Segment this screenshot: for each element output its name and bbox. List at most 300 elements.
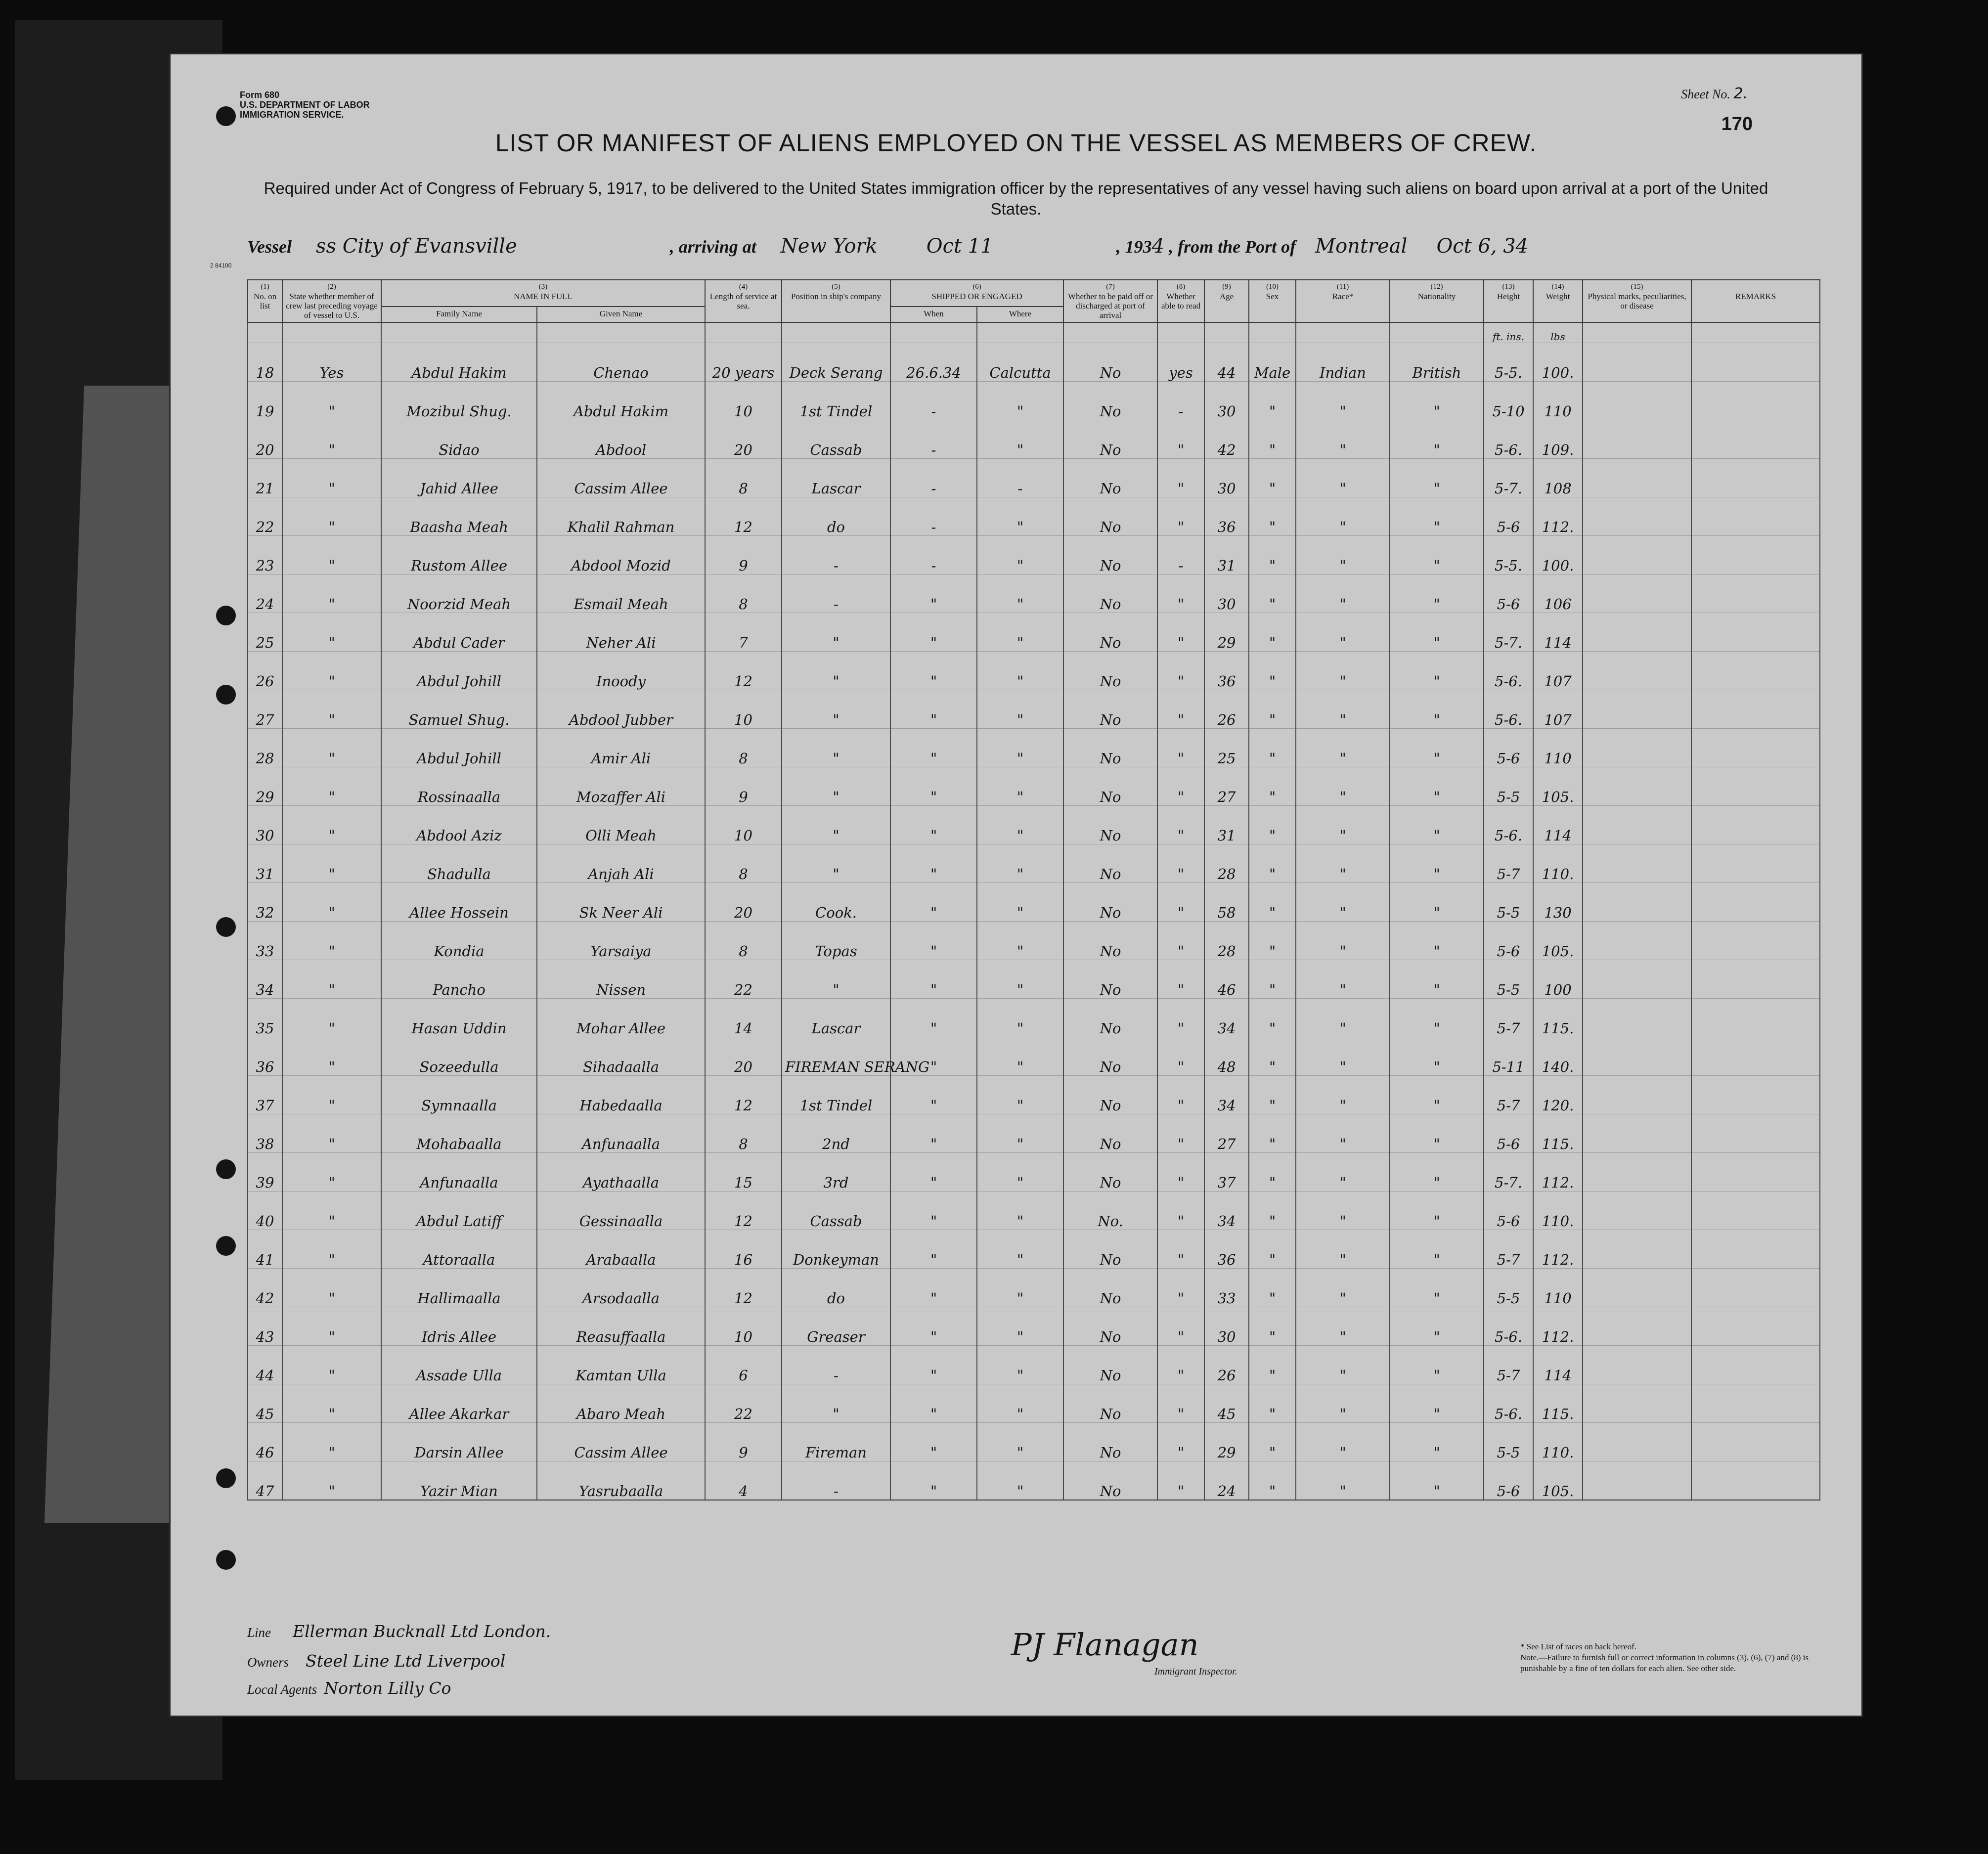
cell-able-to-read: "	[1157, 1346, 1204, 1384]
table-row	[248, 497, 1820, 536]
cell-shipped-where: "	[977, 1153, 1063, 1192]
cell-sex: "	[1249, 1114, 1296, 1153]
cell-position: "	[782, 652, 890, 690]
cell-row-number: 44	[248, 1346, 282, 1384]
cell-height: 5-6	[1484, 574, 1533, 613]
cell-nationality: British	[1390, 343, 1484, 382]
table-row	[248, 1114, 1820, 1153]
cell-length-of-service: 12	[705, 1269, 782, 1307]
col-header-family-name: Family Name	[381, 307, 537, 322]
cell-paid-off: No	[1063, 806, 1157, 844]
cell-height: 5-7	[1484, 1076, 1533, 1114]
from-port-label: , from the Port of	[1169, 237, 1296, 257]
cell-length-of-service: 8	[705, 922, 782, 960]
cell-position: Deck Serang	[782, 343, 890, 382]
cell-age: 34	[1204, 999, 1249, 1037]
cell-sex: Male	[1249, 343, 1296, 382]
cell-paid-off: No	[1063, 999, 1157, 1037]
cell-length-of-service: 8	[705, 459, 782, 497]
cell-able-to-read: "	[1157, 420, 1204, 459]
cell-height: 5-7	[1484, 844, 1533, 883]
cell-able-to-read: "	[1157, 729, 1204, 767]
cell-nationality: "	[1390, 1076, 1484, 1114]
cell-paid-off: No	[1063, 844, 1157, 883]
cell-given-name: Abaro Meah	[537, 1384, 705, 1423]
owners-value: Steel Line Ltd Liverpool	[306, 1651, 506, 1671]
cell-given-name: Yasrubaalla	[537, 1461, 705, 1501]
cell-prev-voyage: "	[282, 690, 381, 729]
cell-prev-voyage: "	[282, 1153, 381, 1192]
cell-given-name: Kamtan Ulla	[537, 1346, 705, 1384]
cell-weight: 110	[1533, 1269, 1583, 1307]
cell-given-name: Cassim Allee	[537, 1423, 705, 1461]
cell-family-name: Pancho	[381, 960, 537, 999]
cell-sex: "	[1249, 613, 1296, 652]
cell-length-of-service: 8	[705, 844, 782, 883]
cell-remarks	[1691, 883, 1820, 922]
table-row	[248, 960, 1820, 999]
cell-shipped-where: "	[977, 883, 1063, 922]
col-header-service: (4) Length of service at sea.	[705, 280, 782, 322]
race-note: * See List of races on back hereof.	[1520, 1642, 1637, 1651]
cell-able-to-read: "	[1157, 1037, 1204, 1076]
cell-race: "	[1296, 1269, 1390, 1307]
cell-height: 5-6	[1484, 1192, 1533, 1230]
cell-family-name: Darsin Allee	[381, 1423, 537, 1461]
table-row	[248, 343, 1820, 382]
cell-physical-marks	[1583, 497, 1691, 536]
cell-weight: 110	[1533, 729, 1583, 767]
cell-prev-voyage: "	[282, 382, 381, 420]
cell-shipped-where: "	[977, 1269, 1063, 1307]
table-row	[248, 1153, 1820, 1192]
cell-paid-off: No	[1063, 960, 1157, 999]
cell-sex: "	[1249, 1230, 1296, 1269]
cell-row-number: 37	[248, 1076, 282, 1114]
cell-shipped-when: "	[890, 1230, 977, 1269]
cell-shipped-when: "	[890, 883, 977, 922]
cell-row-number: 32	[248, 883, 282, 922]
cell-remarks	[1691, 1461, 1820, 1501]
cell-able-to-read: "	[1157, 497, 1204, 536]
departure-date: Oct 6, 34	[1436, 235, 1529, 258]
cell-paid-off: No.	[1063, 1192, 1157, 1230]
cell-length-of-service: 22	[705, 960, 782, 999]
table-row	[248, 1269, 1820, 1307]
cell-remarks	[1691, 1307, 1820, 1346]
cell-physical-marks	[1583, 343, 1691, 382]
cell-height: 5-7	[1484, 999, 1533, 1037]
cell-length-of-service: 9	[705, 1423, 782, 1461]
cell-weight: 112.	[1533, 1230, 1583, 1269]
cell-row-number: 38	[248, 1114, 282, 1153]
cell-position: Lascar	[782, 999, 890, 1037]
cell-remarks	[1691, 382, 1820, 420]
cell-given-name: Cassim Allee	[537, 459, 705, 497]
cell-length-of-service: 12	[705, 652, 782, 690]
cell-position: Cassab	[782, 420, 890, 459]
cell-shipped-where: "	[977, 844, 1063, 883]
cell-prev-voyage: "	[282, 497, 381, 536]
cell-nationality: "	[1390, 420, 1484, 459]
cell-prev-voyage: "	[282, 844, 381, 883]
cell-prev-voyage: "	[282, 729, 381, 767]
cell-shipped-where: "	[977, 1423, 1063, 1461]
cell-height: 5-6.	[1484, 652, 1533, 690]
cell-shipped-when: "	[890, 844, 977, 883]
cell-nationality: "	[1390, 1384, 1484, 1423]
cell-shipped-when: "	[890, 574, 977, 613]
cell-age: 36	[1204, 497, 1249, 536]
sheet-number-value: 2.	[1733, 85, 1748, 102]
cell-position: -	[782, 1461, 890, 1501]
cell-prev-voyage: "	[282, 1076, 381, 1114]
table-row	[248, 883, 1820, 922]
cell-age: 27	[1204, 1114, 1249, 1153]
cell-remarks	[1691, 574, 1820, 613]
cell-row-number: 26	[248, 652, 282, 690]
cell-paid-off: No	[1063, 420, 1157, 459]
table-row	[248, 1076, 1820, 1114]
cell-shipped-when: "	[890, 1037, 977, 1076]
cell-physical-marks	[1583, 1307, 1691, 1346]
col-header-no: (1) No. on list	[248, 280, 282, 322]
cell-shipped-when: "	[890, 999, 977, 1037]
cell-shipped-where: "	[977, 1346, 1063, 1384]
cell-weight: 108	[1533, 459, 1583, 497]
table-row	[248, 574, 1820, 613]
cell-remarks	[1691, 1423, 1820, 1461]
cell-paid-off: No	[1063, 1076, 1157, 1114]
cell-family-name: Allee Hossein	[381, 883, 537, 922]
cell-remarks	[1691, 844, 1820, 883]
cell-shipped-when: 26.6.34	[890, 343, 977, 382]
cell-race: "	[1296, 1307, 1390, 1346]
cell-able-to-read: "	[1157, 459, 1204, 497]
cell-race: "	[1296, 922, 1390, 960]
cell-height: 5-6.	[1484, 1307, 1533, 1346]
table-row	[248, 1230, 1820, 1269]
col-header-nationality: (12) Nationality	[1390, 280, 1484, 322]
cell-prev-voyage: "	[282, 1230, 381, 1269]
cell-row-number: 35	[248, 999, 282, 1037]
cell-sex: "	[1249, 690, 1296, 729]
cell-age: 33	[1204, 1269, 1249, 1307]
cell-remarks	[1691, 459, 1820, 497]
cell-height: 5-5	[1484, 960, 1533, 999]
cell-nationality: "	[1390, 1269, 1484, 1307]
cell-sex: "	[1249, 1307, 1296, 1346]
cell-length-of-service: 6	[705, 1346, 782, 1384]
cell-shipped-where: "	[977, 1384, 1063, 1423]
cell-physical-marks	[1583, 652, 1691, 690]
cell-length-of-service: 12	[705, 497, 782, 536]
cell-length-of-service: 9	[705, 536, 782, 574]
cell-age: 30	[1204, 382, 1249, 420]
cell-weight: 100.	[1533, 343, 1583, 382]
cell-able-to-read: "	[1157, 613, 1204, 652]
cell-given-name: Chenao	[537, 343, 705, 382]
line-value: Ellerman Bucknall Ltd London.	[293, 1622, 551, 1641]
cell-shipped-where: "	[977, 497, 1063, 536]
cell-nationality: "	[1390, 1423, 1484, 1461]
cell-given-name: Abdool Mozid	[537, 536, 705, 574]
cell-weight: 115.	[1533, 1384, 1583, 1423]
cell-able-to-read: "	[1157, 1461, 1204, 1501]
cell-able-to-read: "	[1157, 1153, 1204, 1192]
height-units: ft. ins.	[1484, 322, 1533, 343]
cell-row-number: 21	[248, 459, 282, 497]
cell-shipped-where: -	[977, 459, 1063, 497]
cell-length-of-service: 10	[705, 690, 782, 729]
cell-able-to-read: "	[1157, 1114, 1204, 1153]
cell-paid-off: No	[1063, 574, 1157, 613]
cell-family-name: Mozibul Shug.	[381, 382, 537, 420]
binder-hole	[216, 1468, 236, 1488]
cell-height: 5-6	[1484, 922, 1533, 960]
cell-family-name: Jahid Allee	[381, 459, 537, 497]
form-identifier	[240, 90, 370, 120]
cell-able-to-read: "	[1157, 767, 1204, 806]
cell-race: "	[1296, 690, 1390, 729]
cell-able-to-read: yes	[1157, 343, 1204, 382]
cell-weight: 112.	[1533, 497, 1583, 536]
cell-row-number: 31	[248, 844, 282, 883]
cell-physical-marks	[1583, 960, 1691, 999]
cell-row-number: 34	[248, 960, 282, 999]
cell-shipped-when: "	[890, 1384, 977, 1423]
cell-remarks	[1691, 1346, 1820, 1384]
table-row	[248, 690, 1820, 729]
cell-nationality: "	[1390, 1192, 1484, 1230]
cell-family-name: Abdul Hakim	[381, 343, 537, 382]
col-header-remarks: REMARKS	[1691, 280, 1820, 322]
cell-physical-marks	[1583, 1192, 1691, 1230]
cell-age: 26	[1204, 690, 1249, 729]
cell-family-name: Kondia	[381, 922, 537, 960]
cell-position: "	[782, 613, 890, 652]
cell-paid-off: No	[1063, 382, 1157, 420]
cell-prev-voyage: "	[282, 1192, 381, 1230]
cell-family-name: Sidao	[381, 420, 537, 459]
cell-length-of-service: 10	[705, 382, 782, 420]
cell-race: "	[1296, 420, 1390, 459]
from-port: Montreal	[1315, 235, 1408, 258]
col-header-age: (9) Age	[1204, 280, 1249, 322]
cell-able-to-read: "	[1157, 1423, 1204, 1461]
cell-able-to-read: "	[1157, 690, 1204, 729]
cell-able-to-read: "	[1157, 1307, 1204, 1346]
cell-weight: 120.	[1533, 1076, 1583, 1114]
cell-given-name: Ayathaalla	[537, 1153, 705, 1192]
cell-physical-marks	[1583, 1076, 1691, 1114]
cell-family-name: Samuel Shug.	[381, 690, 537, 729]
cell-nationality: "	[1390, 806, 1484, 844]
cell-race: "	[1296, 652, 1390, 690]
cell-length-of-service: 12	[705, 1076, 782, 1114]
cell-sex: "	[1249, 459, 1296, 497]
cell-length-of-service: 4	[705, 1461, 782, 1501]
cell-sex: "	[1249, 1037, 1296, 1076]
cell-physical-marks	[1583, 1423, 1691, 1461]
cell-position: 2nd	[782, 1114, 890, 1153]
cell-age: 28	[1204, 922, 1249, 960]
table-row	[248, 922, 1820, 960]
cell-row-number: 45	[248, 1384, 282, 1423]
cell-shipped-where: "	[977, 1076, 1063, 1114]
cell-shipped-where: "	[977, 1114, 1063, 1153]
cell-remarks	[1691, 999, 1820, 1037]
cell-age: 34	[1204, 1076, 1249, 1114]
cell-physical-marks	[1583, 999, 1691, 1037]
table-row	[248, 844, 1820, 883]
cell-length-of-service: 14	[705, 999, 782, 1037]
cell-paid-off: No	[1063, 922, 1157, 960]
cell-prev-voyage: "	[282, 459, 381, 497]
cell-race: "	[1296, 960, 1390, 999]
cell-sex: "	[1249, 999, 1296, 1037]
cell-sex: "	[1249, 574, 1296, 613]
cell-race: "	[1296, 1153, 1390, 1192]
cell-weight: 130	[1533, 883, 1583, 922]
cell-race: "	[1296, 382, 1390, 420]
cell-family-name: Assade Ulla	[381, 1346, 537, 1384]
cell-remarks	[1691, 613, 1820, 652]
cell-remarks	[1691, 652, 1820, 690]
cell-race: "	[1296, 536, 1390, 574]
cell-physical-marks	[1583, 1037, 1691, 1076]
cell-paid-off: No	[1063, 536, 1157, 574]
table-row	[248, 729, 1820, 767]
cell-given-name: Reasuffaalla	[537, 1307, 705, 1346]
cell-nationality: "	[1390, 613, 1484, 652]
cell-family-name: Noorzid Meah	[381, 574, 537, 613]
cell-physical-marks	[1583, 1346, 1691, 1384]
cell-age: 30	[1204, 574, 1249, 613]
cell-position: "	[782, 1384, 890, 1423]
cell-shipped-where: "	[977, 960, 1063, 999]
cell-weight: 106	[1533, 574, 1583, 613]
cell-shipped-when: "	[890, 1423, 977, 1461]
cell-given-name: Abdool	[537, 420, 705, 459]
cell-shipped-where: "	[977, 1230, 1063, 1269]
cell-prev-voyage: "	[282, 999, 381, 1037]
cell-nationality: "	[1390, 844, 1484, 883]
cell-position: 1st Tindel	[782, 1076, 890, 1114]
cell-shipped-when: "	[890, 1346, 977, 1384]
cell-sex: "	[1249, 1384, 1296, 1423]
cell-weight: 114	[1533, 613, 1583, 652]
cell-length-of-service: 9	[705, 767, 782, 806]
cell-family-name: Abdul Johill	[381, 652, 537, 690]
cell-physical-marks	[1583, 613, 1691, 652]
table-row	[248, 536, 1820, 574]
col-header-physical-marks: (15) Physical marks, peculiarities, or disease	[1583, 280, 1691, 322]
cell-sex: "	[1249, 1461, 1296, 1501]
cell-shipped-when: -	[890, 536, 977, 574]
cell-weight: 107	[1533, 652, 1583, 690]
cell-paid-off: No	[1063, 613, 1157, 652]
cell-length-of-service: 8	[705, 729, 782, 767]
line-field	[247, 1622, 551, 1641]
col-header-read: (8) Whether able to read	[1157, 280, 1204, 322]
stamp-number: 170	[1721, 114, 1753, 134]
table-row	[248, 459, 1820, 497]
cell-able-to-read: "	[1157, 922, 1204, 960]
year-prefix: , 193	[1116, 237, 1152, 257]
cell-height: 5-5.	[1484, 343, 1533, 382]
cell-family-name: Shadulla	[381, 844, 537, 883]
cell-shipped-when: "	[890, 1269, 977, 1307]
cell-height: 5-6.	[1484, 806, 1533, 844]
table-row	[248, 767, 1820, 806]
cell-shipped-where: "	[977, 1192, 1063, 1230]
cell-race: "	[1296, 806, 1390, 844]
cell-row-number: 18	[248, 343, 282, 382]
cell-row-number: 40	[248, 1192, 282, 1230]
cell-family-name: Abdul Cader	[381, 613, 537, 652]
cell-shipped-where: "	[977, 767, 1063, 806]
cell-position: Topas	[782, 922, 890, 960]
cell-physical-marks	[1583, 729, 1691, 767]
cell-nationality: "	[1390, 1230, 1484, 1269]
cell-race: "	[1296, 1423, 1390, 1461]
cell-row-number: 41	[248, 1230, 282, 1269]
table-row	[248, 652, 1820, 690]
binder-hole	[216, 1550, 236, 1570]
cell-shipped-when: "	[890, 1307, 977, 1346]
page-subtitle: Required under Act of Congress of February 5, 1917, to be delivered to the United States immigration officer by the representatives of any vessel having such aliens on board upon arrival at a port of the United States.	[264, 179, 1768, 218]
cell-height: 5-6.	[1484, 420, 1533, 459]
cell-sex: "	[1249, 1269, 1296, 1307]
cell-prev-voyage: Yes	[282, 343, 381, 382]
cell-sex: "	[1249, 420, 1296, 459]
service-name: IMMIGRATION SERVICE.	[240, 110, 344, 120]
cell-paid-off: No	[1063, 1269, 1157, 1307]
cell-remarks	[1691, 806, 1820, 844]
cell-prev-voyage: "	[282, 767, 381, 806]
cell-height: 5-5	[1484, 1423, 1533, 1461]
manifest-page	[171, 54, 1861, 1716]
cell-shipped-when: "	[890, 1114, 977, 1153]
cell-height: 5-5	[1484, 1269, 1533, 1307]
cell-position: "	[782, 729, 890, 767]
cell-shipped-when: "	[890, 767, 977, 806]
cell-age: 29	[1204, 1423, 1249, 1461]
cell-prev-voyage: "	[282, 420, 381, 459]
cell-race: "	[1296, 1076, 1390, 1114]
footer-notes	[1520, 1641, 1837, 1674]
cell-prev-voyage: "	[282, 652, 381, 690]
cell-paid-off: No	[1063, 1037, 1157, 1076]
cell-able-to-read: "	[1157, 1230, 1204, 1269]
cell-given-name: Habedaalla	[537, 1076, 705, 1114]
cell-nationality: "	[1390, 1037, 1484, 1076]
cell-length-of-service: 20	[705, 420, 782, 459]
cell-height: 5-6	[1484, 729, 1533, 767]
cell-nationality: "	[1390, 1346, 1484, 1384]
cell-position: Cassab	[782, 1192, 890, 1230]
cell-able-to-read: "	[1157, 574, 1204, 613]
cell-nationality: "	[1390, 1307, 1484, 1346]
cell-remarks	[1691, 690, 1820, 729]
cell-sex: "	[1249, 1346, 1296, 1384]
cell-position: Cook.	[782, 883, 890, 922]
sheet-number	[1681, 85, 1748, 102]
binder-hole	[216, 1159, 236, 1179]
cell-prev-voyage: "	[282, 1269, 381, 1307]
table-row	[248, 1461, 1820, 1501]
